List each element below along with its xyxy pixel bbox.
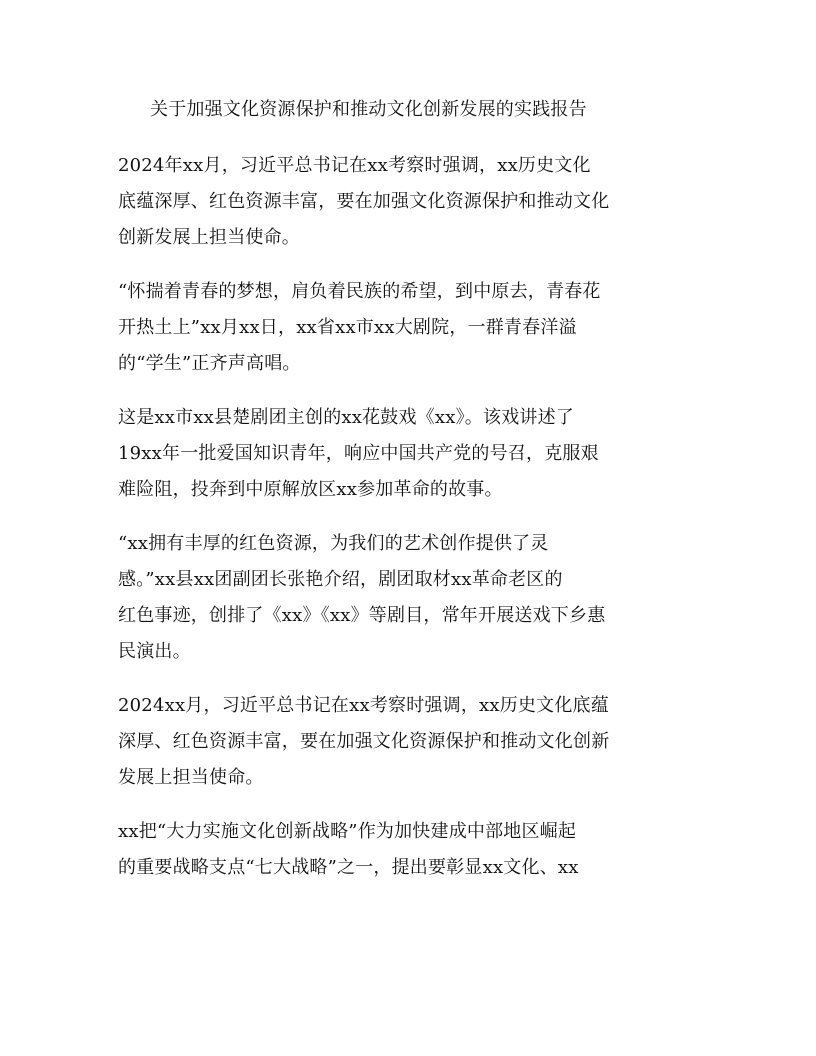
paragraph-line: 19xx年一批爱国知识青年，响应中国共产党的号召，克服艰 <box>118 443 599 464</box>
paragraph-line: 的“学生”正齐声高唱。 <box>118 353 301 374</box>
paragraph-1 <box>118 148 703 256</box>
paragraph-3 <box>118 400 703 508</box>
paragraph-line: 开热土上”xx月xx日，xx省xx市xx大剧院，一群青春洋溢 <box>118 317 577 338</box>
paragraph-line: 底蕴深厚、红色资源丰富，要在加强文化资源保护和推动文化 <box>118 191 610 212</box>
paragraph-line: 红色事迹，创排了《xx》《xx》等剧目，常年开展送戏下乡惠 <box>118 605 606 626</box>
paragraph-line: 感。”xx县xx团副团长张艳介绍，剧团取材xx革命老区的 <box>118 569 563 590</box>
paragraph-line: xx把“大力实施文化创新战略”作为加快建成中部地区崛起 <box>118 821 577 842</box>
paragraph-line: 民演出。 <box>118 641 191 662</box>
paragraph-line: “xx拥有丰厚的红色资源，为我们的艺术创作提供了灵 <box>118 533 549 554</box>
paragraph-line: 2024年xx月，习近平总书记在xx考察时强调，xx历史文化 <box>118 155 591 176</box>
paragraph-line: 这是xx市xx县楚剧团主创的xx花鼓戏《xx》。该戏讲述了 <box>118 407 575 428</box>
paragraph-line: 难险阻，投奔到中原解放区xx参加革命的故事。 <box>118 479 503 500</box>
paragraph-line: “怀揣着青春的梦想，肩负着民族的希望，到中原去，青春花 <box>118 281 601 302</box>
document-title: 关于加强文化资源保护和推动文化创新发展的实践报告 <box>150 99 587 120</box>
paragraph-4 <box>118 526 703 670</box>
paragraph-line: 深厚、红色资源丰富，要在加强文化资源保护和推动文化创新 <box>118 731 610 752</box>
paragraph-line: 创新发展上担当使命。 <box>118 227 300 248</box>
document-body <box>118 148 703 904</box>
paragraph-6 <box>118 814 703 886</box>
paragraph-line: 发展上担当使命。 <box>118 767 264 788</box>
paragraph-5 <box>118 688 703 796</box>
paragraph-line: 的重要战略支点“七大战略”之一，提出要彰显xx文化、xx <box>118 857 579 878</box>
paragraph-2 <box>118 274 703 382</box>
paragraph-line: 2024xx月，习近平总书记在xx考察时强调，xx历史文化底蕴 <box>118 695 609 716</box>
